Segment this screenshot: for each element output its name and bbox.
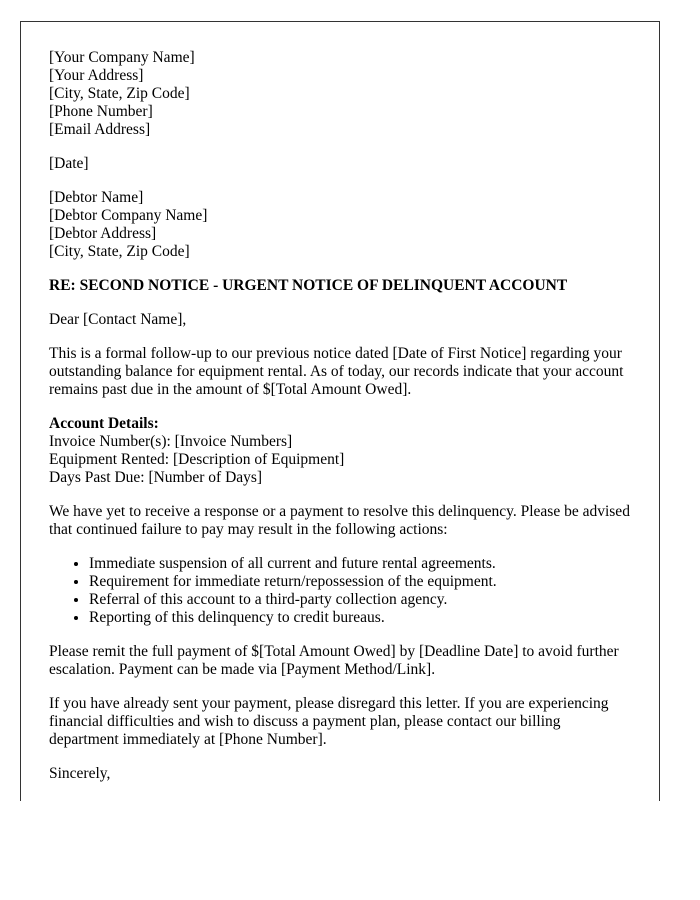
letter-date: [Date]	[49, 155, 89, 172]
subject-line: RE: SECOND NOTICE - URGENT NOTICE OF DELINQUENT ACCOUNT	[49, 277, 568, 294]
recipient-city-state-zip: [City, State, Zip Code]	[49, 243, 190, 260]
letter-page	[20, 21, 660, 801]
list-item: • Immediate suspension of all current and future rental agreements.	[89, 555, 631, 573]
sender-phone: [Phone Number]	[49, 103, 153, 120]
invoice-numbers: Invoice Number(s): [Invoice Numbers]	[49, 433, 293, 450]
payment-request-paragraph: Please remit the full payment of $[Total Amount Owed] by [Deadline Date] to avoid further escalation. Payment can be made via [Payment Method/Link].	[49, 643, 619, 678]
actions-list	[49, 555, 631, 627]
sender-address: [Your Address]	[49, 67, 144, 84]
equipment-rented: Equipment Rented: [Description of Equipment]	[49, 451, 345, 468]
sender-city-state-zip: [City, State, Zip Code]	[49, 85, 190, 102]
sender-email: [Email Address]	[49, 121, 151, 138]
recipient-name: [Debtor Name]	[49, 189, 144, 206]
account-details-heading: Account Details:	[49, 415, 159, 432]
salutation: Dear [Contact Name],	[49, 311, 187, 328]
recipient-address: [Debtor Address]	[49, 225, 157, 242]
list-item: • Requirement for immediate return/repossession of the equipment.	[89, 573, 631, 591]
list-item: • Reporting of this delinquency to credit bureaus.	[89, 609, 631, 627]
sender-block	[49, 49, 631, 139]
account-details	[49, 415, 631, 487]
closing-note-paragraph: If you have already sent your payment, please disregard this letter. If you are experiencing financial difficulties and wish to discuss a payment plan, please contact our billing department immediately at [Phone Number].	[49, 695, 609, 748]
list-item: • Referral of this account to a third-party collection agency.	[89, 591, 631, 609]
sender-company: [Your Company Name]	[49, 49, 195, 66]
recipient-block	[49, 189, 631, 261]
days-past-due: Days Past Due: [Number of Days]	[49, 469, 263, 486]
signoff: Sincerely,	[49, 765, 111, 782]
intro-paragraph: This is a formal follow-up to our previous notice dated [Date of First Notice] regarding your outstanding balance for equipment rental. As of today, our records indicate that your account remains past due in the amount of $[Total Amount Owed].	[49, 345, 624, 398]
warning-paragraph: We have yet to receive a response or a payment to resolve this delinquency. Please be advised that continued failure to pay may result in the following actions:	[49, 503, 630, 538]
recipient-company: [Debtor Company Name]	[49, 207, 208, 224]
date-block	[49, 155, 631, 173]
